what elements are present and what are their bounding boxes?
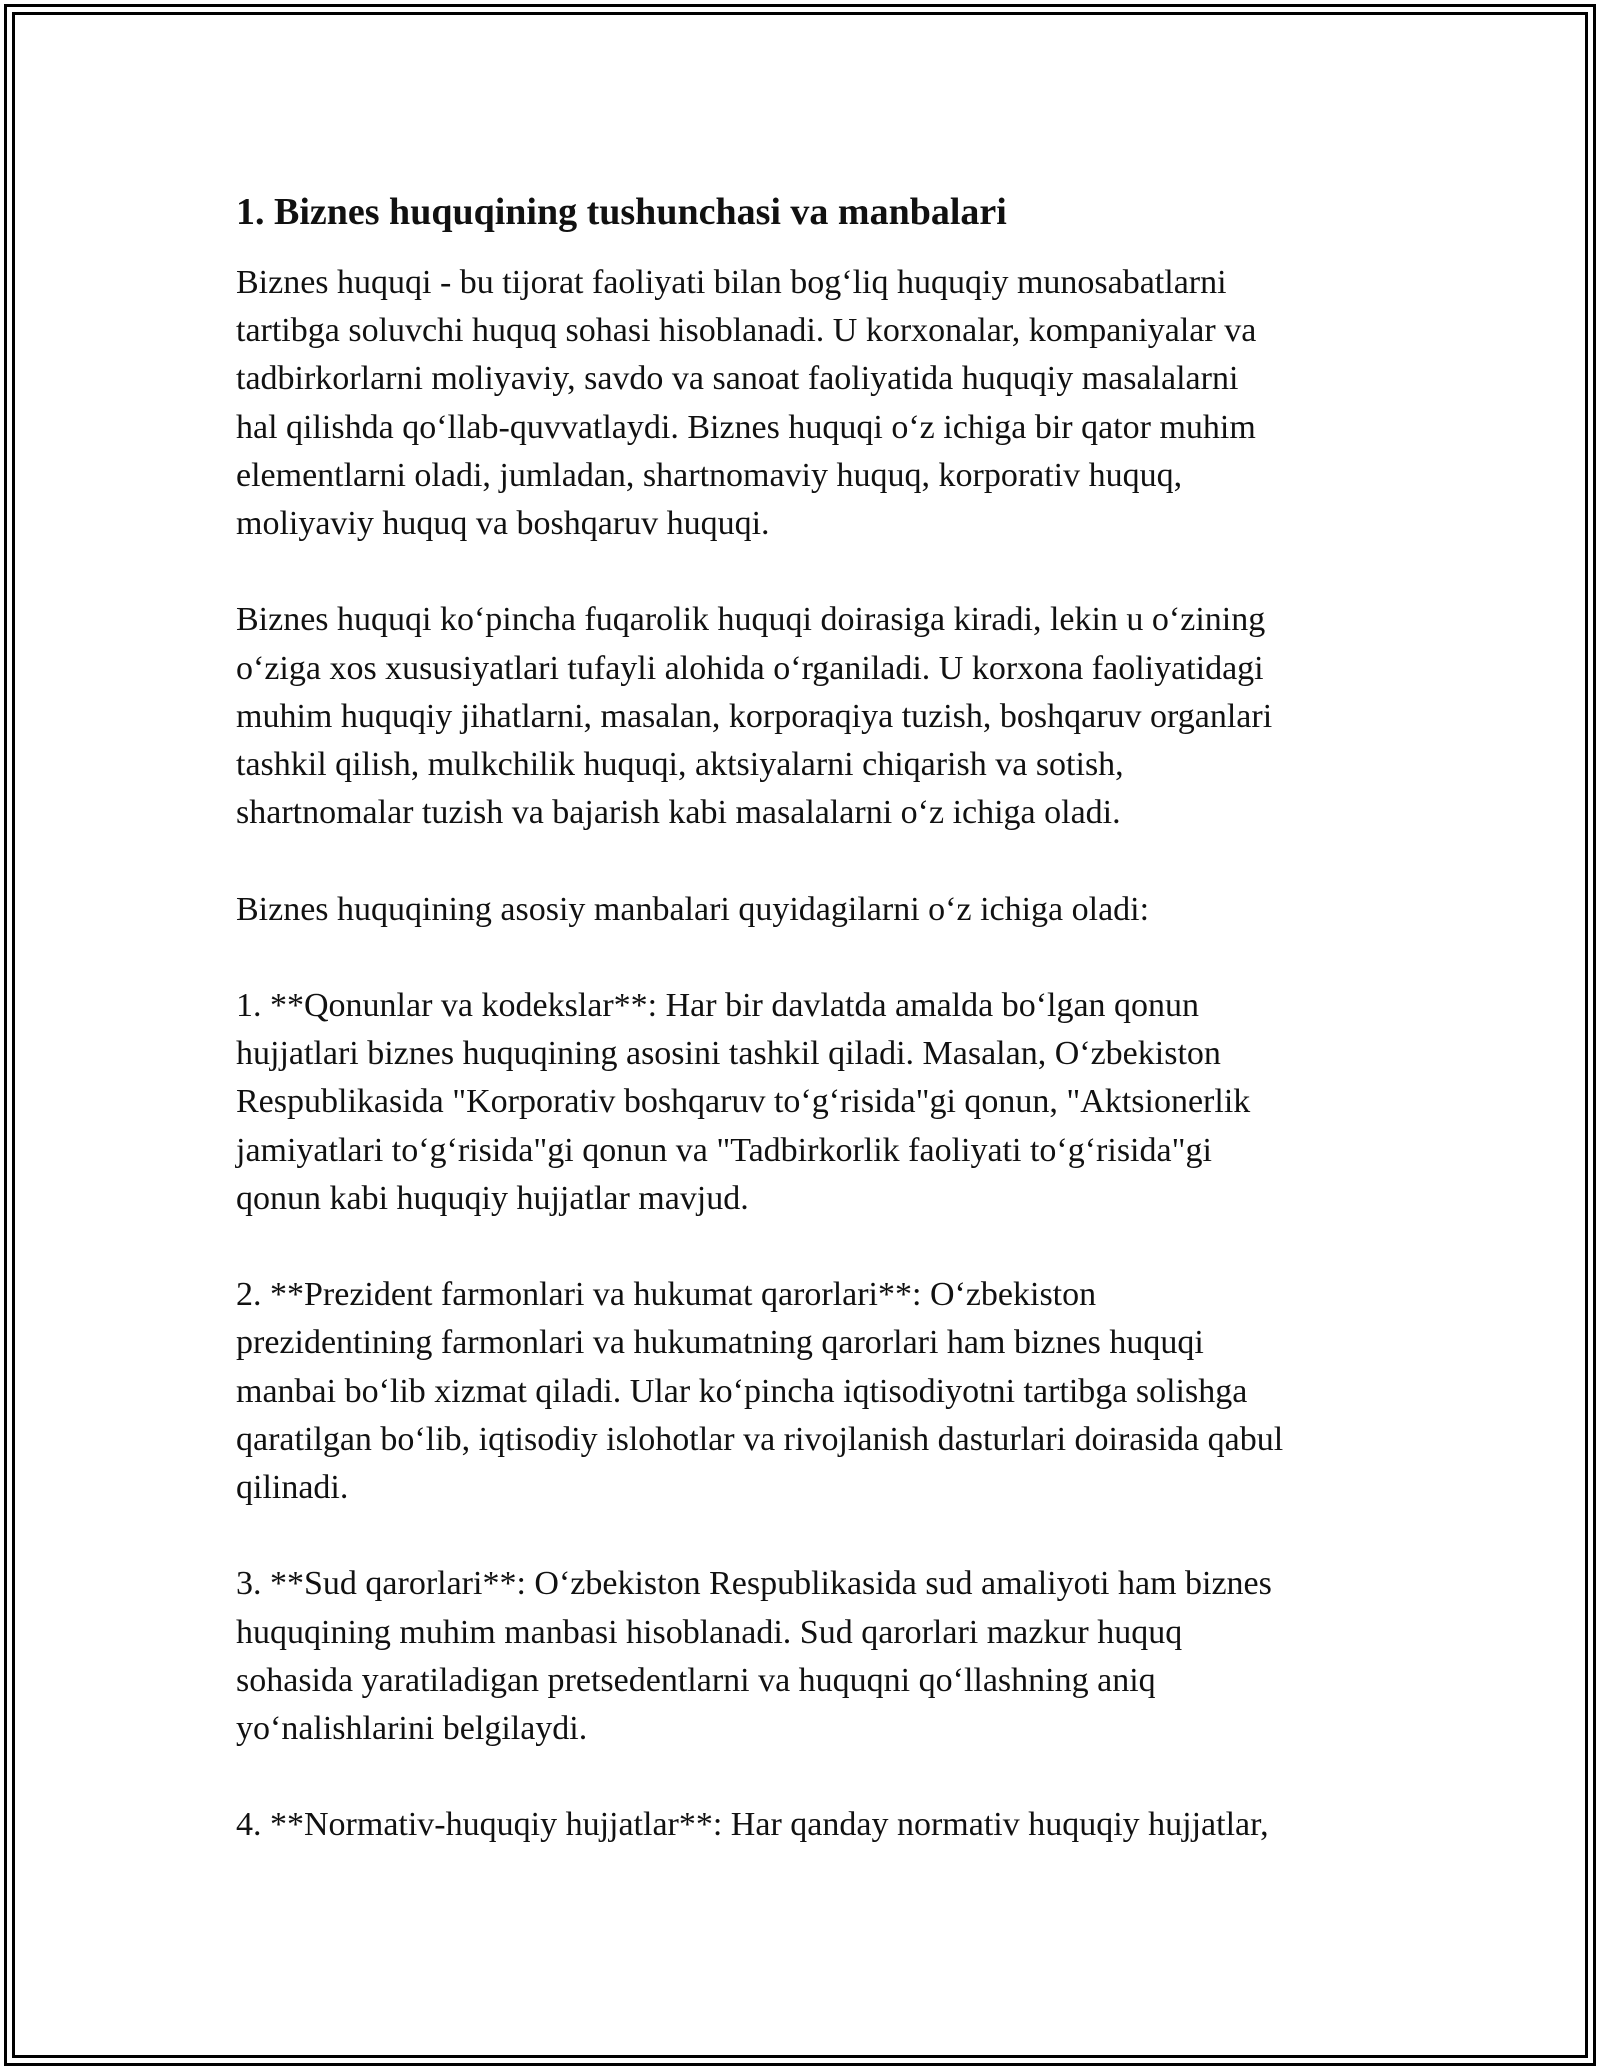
paragraph-spacer bbox=[236, 1223, 1386, 1271]
text-line: muhim huquqiy jihatlarni, masalan, korporaqiya tuzish, boshqaruv organlari bbox=[236, 697, 1273, 735]
text-line: tartibga soluvchi huquq sohasi hisoblanadi. U korxonalar, kompaniyalar va bbox=[236, 312, 1257, 350]
paragraph-sources-intro bbox=[236, 886, 1386, 934]
paragraph-scope bbox=[236, 596, 1386, 837]
text-line: elementlarni oladi, jumladan, shartnomaviy huquq, korporativ huquq, bbox=[236, 456, 1183, 494]
paragraph-spacer bbox=[236, 1512, 1386, 1560]
text-line: shartnomalar tuzish va bajarish kabi masalalarni o‘z ichiga oladi. bbox=[236, 794, 1121, 832]
text-line: sohasida yaratiladigan pretsedentlarni va huquqni qo‘llashning aniq bbox=[236, 1661, 1156, 1699]
section-heading: 1. Biznes huquqining tushunchasi va manbalari bbox=[236, 191, 1007, 233]
text-line: tashkil qilish, mulkchilik huquqi, aktsiyalarni chiqarish va sotish, bbox=[236, 746, 1124, 784]
paragraph-definition bbox=[236, 259, 1386, 548]
text-line: moliyaviy huquq va boshqaruv huquqi. bbox=[236, 505, 770, 543]
text-line: Biznes huquqi - bu tijorat faoliyati bilan bog‘liq huquqiy munosabatlarni bbox=[236, 264, 1227, 301]
text-line: qaratilgan bo‘lib, iqtisodiy islohotlar va rivojlanish dasturlari doirasida qabul bbox=[236, 1420, 1284, 1458]
text-line: 1. **Qonunlar va kodekslar**: Har bir davlatda amalda bo‘lgan qonun bbox=[236, 987, 1200, 1024]
paragraph-spacer bbox=[236, 837, 1386, 885]
text-line: Biznes huquqining asosiy manbalari quyidagilarni o‘z ichiga oladi: bbox=[236, 890, 1150, 928]
text-line: qilinadi. bbox=[236, 1469, 349, 1507]
text-line: 3. **Sud qarorlari**: O‘zbekiston Respublikasida sud amaliyoti ham biznes bbox=[236, 1565, 1272, 1603]
text-line: huquqining muhim manbasi hisoblanadi. Sud qarorlari mazkur huquq bbox=[236, 1613, 1183, 1651]
paragraph-spacer bbox=[236, 934, 1386, 982]
list-item-court-decisions bbox=[236, 1560, 1386, 1753]
text-line: manbai bo‘lib xizmat qiladi. Ular ko‘pincha iqtisodiyotni tartibga solishga bbox=[236, 1372, 1248, 1410]
document-body bbox=[236, 183, 1386, 1850]
text-line: jamiyatlari to‘g‘risida"gi qonun va "Tadbirkorlik faoliyati to‘g‘risida"gi bbox=[236, 1131, 1212, 1169]
text-line: yo‘nalishlarini belgilaydi. bbox=[236, 1710, 588, 1748]
paragraph-spacer bbox=[236, 1753, 1386, 1801]
paragraph-spacer bbox=[236, 548, 1386, 596]
text-line: tadbirkorlarni moliyaviy, savdo va sanoat faoliyatida huquqiy masalalarni bbox=[236, 360, 1239, 398]
list-item-normative-acts bbox=[236, 1801, 1386, 1849]
list-item-decrees bbox=[236, 1271, 1386, 1512]
text-line: hujjatlari biznes huquqining asosini tashkil qiladi. Masalan, O‘zbekiston bbox=[236, 1035, 1221, 1073]
text-line: 2. **Prezident farmonlari va hukumat qarorlari**: O‘zbekiston bbox=[236, 1276, 1097, 1314]
text-line: 4. **Normativ-huquqiy hujjatlar**: Har qanday normativ huquqiy hujjatlar, bbox=[236, 1806, 1269, 1844]
text-line: o‘ziga xos xususiyatlari tufayli alohida o‘rganiladi. U korxona faoliyatidagi bbox=[236, 649, 1264, 687]
text-line: prezidentining farmonlari va hukumatning qarorlari ham biznes huquqi bbox=[236, 1324, 1204, 1362]
list-item-laws bbox=[236, 982, 1386, 1223]
text-line: Respublikasida "Korporativ boshqaruv to‘g‘risida"gi qonun, "Aktsionerlik bbox=[236, 1083, 1251, 1121]
text-line: hal qilishda qo‘llab-quvvatlaydi. Biznes huquqi o‘z ichiga bir qator muhim bbox=[236, 408, 1256, 446]
text-line: Biznes huquqi ko‘pincha fuqarolik huquqi doirasiga kiradi, lekin u o‘zining bbox=[236, 601, 1266, 639]
text-line: qonun kabi huquqiy hujjatlar mavjud. bbox=[236, 1179, 749, 1217]
